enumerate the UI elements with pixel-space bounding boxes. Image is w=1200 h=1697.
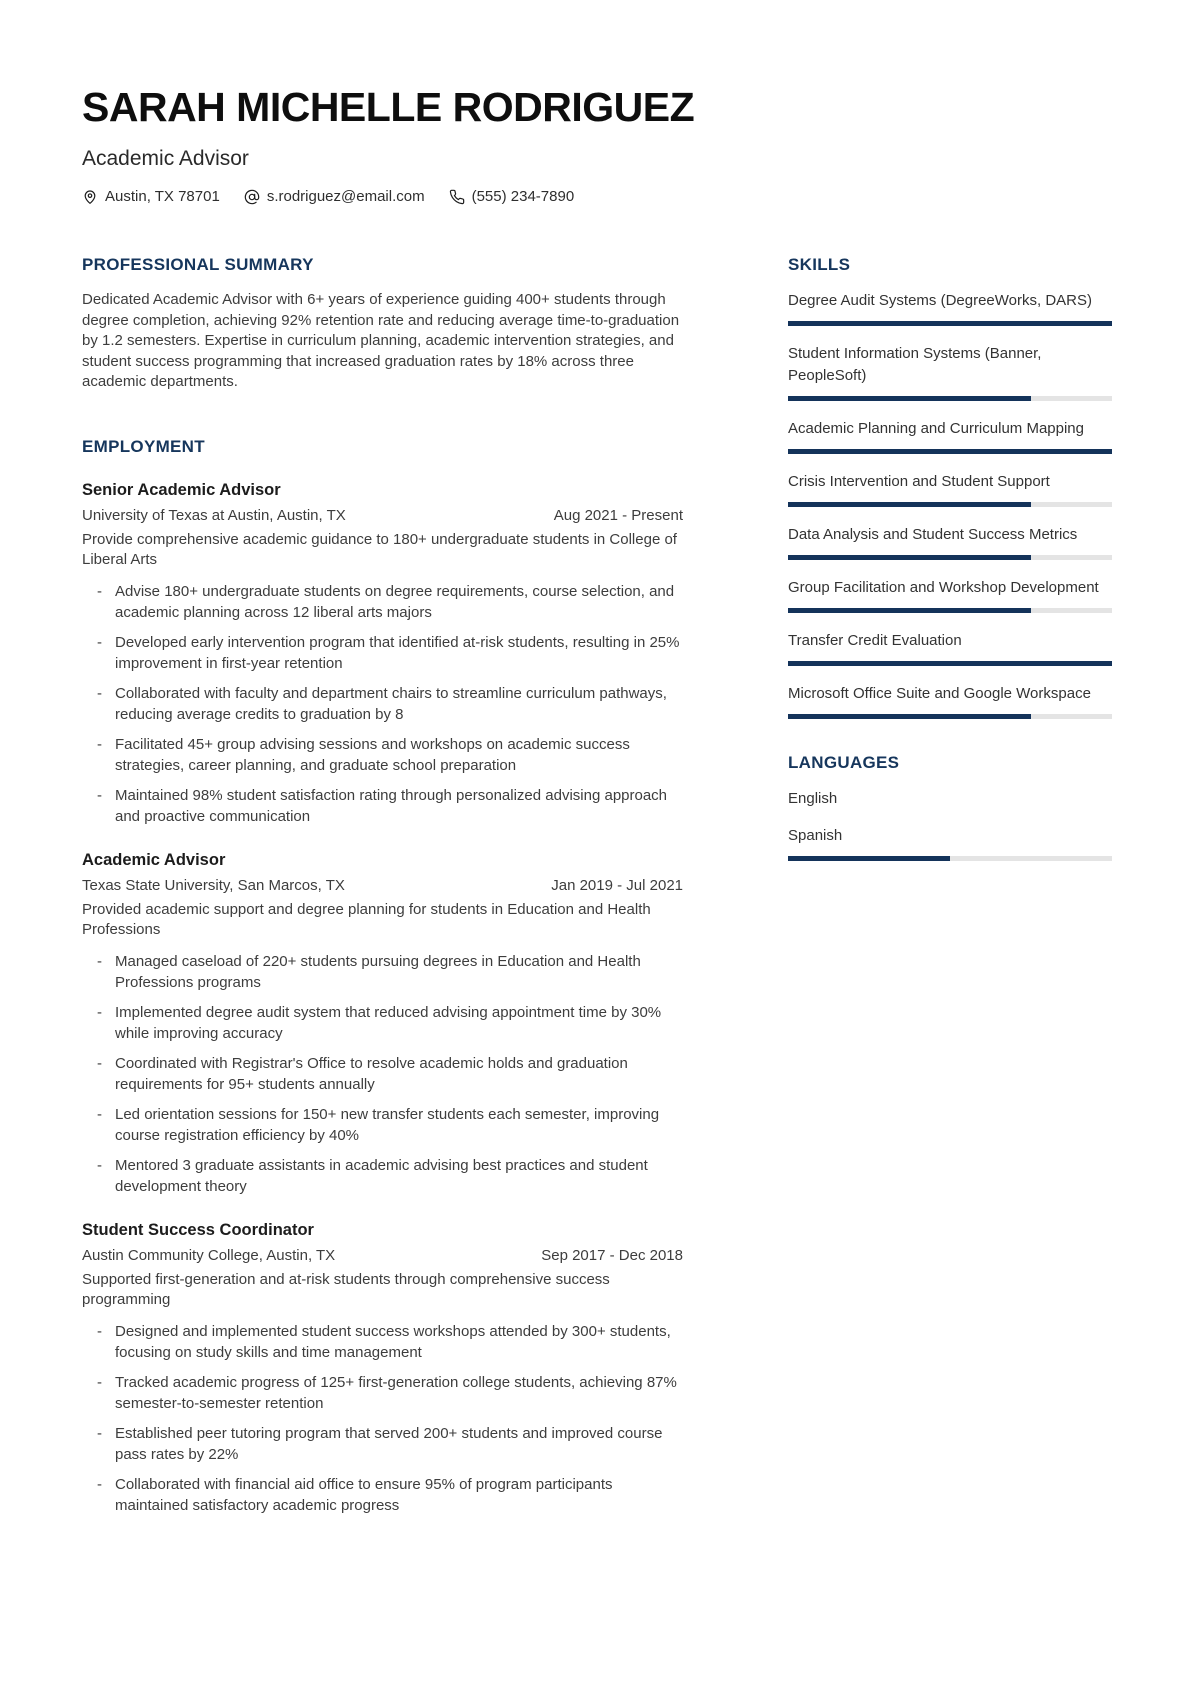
skill-label: Academic Planning and Curriculum Mapping xyxy=(788,420,1084,438)
skill-label: Transfer Credit Evaluation xyxy=(788,632,962,650)
job-entry xyxy=(82,481,683,827)
job-bullet xyxy=(82,1372,683,1414)
skill-item xyxy=(788,577,1112,613)
job-description: Provided academic support and degree planning for students in Education and Health Professions xyxy=(82,900,651,939)
skill-bar-fill xyxy=(788,502,1031,507)
bullet-text: - Mentored 3 graduate assistants in academic advising best practices and student development theory xyxy=(115,1156,648,1195)
sidebar-column xyxy=(788,255,1112,876)
job-description: Provide comprehensive academic guidance to 180+ undergraduate students in College of Liberal Arts xyxy=(82,530,677,569)
bullet-text: - Designed and implemented student success workshops attended by 300+ students, focusing on study skills and time management xyxy=(115,1322,671,1361)
skill-item xyxy=(788,630,1112,666)
skill-label: Crisis Intervention and Student Support xyxy=(788,473,1050,491)
bullet-text: - Collaborated with financial aid office to ensure 95% of program participants maintained satisfactory academic progress xyxy=(115,1475,613,1514)
summary-heading: PROFESSIONAL SUMMARY xyxy=(82,255,314,275)
skill-bar-fill xyxy=(788,555,1031,560)
job-bullets xyxy=(82,581,683,827)
job-bullet xyxy=(82,581,683,623)
skill-bar xyxy=(788,661,1112,666)
skill-bar xyxy=(788,555,1112,560)
job-dates: Aug 2021 - Present xyxy=(553,506,683,524)
job-title: Academic Advisor xyxy=(82,850,226,869)
skill-item xyxy=(788,683,1112,719)
bullet-text: - Developed early intervention program that identified at-risk students, resulting in 25% improvement in first-year retention xyxy=(115,633,680,672)
skill-label: Student Information Systems (Banner, PeopleSoft) xyxy=(788,345,1042,385)
bullet-text: - Tracked academic progress of 125+ first-generation college students, achieving 87% semester-to-semester retention xyxy=(115,1373,677,1412)
skill-bar xyxy=(788,502,1112,507)
summary-section xyxy=(82,255,683,393)
job-description: Supported first-generation and at-risk students through comprehensive success programming xyxy=(82,1270,610,1309)
employment-heading: EMPLOYMENT xyxy=(82,436,205,456)
summary-text: Dedicated Academic Advisor with 6+ years of experience guiding 400+ students through degree completion, achieving 92% retention rate and reducing average time-to-graduation by 1.2 semesters. Expertise in curriculum planning, academic intervention strategies, and student success programming that increased graduation rates by 18% across three academic departments. xyxy=(82,291,680,391)
language-bar xyxy=(788,856,1112,861)
skill-bar xyxy=(788,321,1112,326)
job-bullet xyxy=(82,1474,683,1516)
language-label: English xyxy=(788,790,838,808)
bullet-text: - Managed caseload of 220+ students pursuing degrees in Education and Health Professions programs xyxy=(115,952,641,991)
skill-item xyxy=(788,524,1112,560)
main-column xyxy=(82,255,683,1525)
job-bullet xyxy=(82,1423,683,1465)
resume-header xyxy=(82,86,1112,205)
skill-label: Group Facilitation and Workshop Development xyxy=(788,579,1099,597)
skill-item xyxy=(788,343,1112,401)
skill-item xyxy=(788,290,1112,326)
employment-section xyxy=(82,437,683,1516)
job-bullet xyxy=(82,1155,683,1197)
job-bullet xyxy=(82,734,683,776)
bullet-text: - Implemented degree audit system that reduced advising appointment time by 30% while improving accuracy xyxy=(115,1003,662,1042)
at-sign-icon xyxy=(244,189,260,205)
contact-location xyxy=(82,188,220,205)
skill-label: Data Analysis and Student Success Metrics xyxy=(788,526,1078,544)
skill-bar-fill xyxy=(788,321,1112,326)
job-bullet xyxy=(82,1002,683,1044)
location-pin-icon xyxy=(82,189,98,205)
job-title: Senior Academic Advisor xyxy=(82,480,281,499)
skill-label: Microsoft Office Suite and Google Workspace xyxy=(788,685,1091,703)
person-name: SARAH MICHELLE RODRIGUEZ xyxy=(82,84,695,130)
contact-location-text: Austin, TX 78701 xyxy=(105,188,220,206)
job-dates: Sep 2017 - Dec 2018 xyxy=(541,1246,683,1264)
language-item xyxy=(788,788,1112,810)
contact-phone-text: (555) 234-7890 xyxy=(471,188,575,206)
bullet-text: - Led orientation sessions for 150+ new transfer students each semester, improving course registration efficiency by 40% xyxy=(115,1105,660,1144)
job-bullets xyxy=(82,1321,683,1516)
skill-item xyxy=(788,471,1112,507)
contact-phone xyxy=(449,188,575,205)
job-bullet xyxy=(82,632,683,674)
job-entry xyxy=(82,851,683,1197)
job-company: Austin Community College, Austin, TX xyxy=(82,1246,336,1264)
bullet-text: - Coordinated with Registrar's Office to resolve academic holds and graduation requirements for 95+ students annually xyxy=(115,1054,628,1093)
skill-bar-fill xyxy=(788,661,1112,666)
job-bullet xyxy=(82,683,683,725)
skill-bar-fill xyxy=(788,608,1031,613)
skill-bar xyxy=(788,449,1112,454)
contact-email xyxy=(244,188,425,205)
job-dates: Jan 2019 - Jul 2021 xyxy=(551,876,683,894)
job-bullet xyxy=(82,1321,683,1363)
skills-heading: SKILLS xyxy=(788,255,851,275)
contact-row xyxy=(82,188,1112,205)
person-job-title: Academic Advisor xyxy=(82,147,249,171)
skill-bar xyxy=(788,608,1112,613)
skill-bar-fill xyxy=(788,449,1112,454)
language-bar-fill xyxy=(788,856,950,861)
skills-section xyxy=(788,255,1112,719)
bullet-text: - Facilitated 45+ group advising sessions and workshops on academic success strategies, career planning, and graduate school preparation xyxy=(115,735,630,774)
job-title: Student Success Coordinator xyxy=(82,1220,314,1239)
job-bullet xyxy=(82,785,683,827)
job-entry xyxy=(82,1221,683,1516)
languages-section xyxy=(788,753,1112,861)
skill-bar-fill xyxy=(788,714,1031,719)
skill-bar xyxy=(788,714,1112,719)
job-bullet xyxy=(82,1104,683,1146)
job-bullet xyxy=(82,951,683,993)
skill-label: Degree Audit Systems (DegreeWorks, DARS) xyxy=(788,292,1092,310)
bullet-text: - Collaborated with faculty and department chairs to streamline curriculum pathways, reducing average credits to graduation by 8 xyxy=(115,684,667,723)
job-company: University of Texas at Austin, Austin, TX xyxy=(82,506,346,524)
job-company: Texas State University, San Marcos, TX xyxy=(82,876,345,894)
contact-email-text: s.rodriguez@email.com xyxy=(266,188,425,206)
job-bullets xyxy=(82,951,683,1197)
skill-bar-fill xyxy=(788,396,1031,401)
skill-bar xyxy=(788,396,1112,401)
bullet-text: - Maintained 98% student satisfaction rating through personalized advising approach and proactive communication xyxy=(115,786,668,825)
bullet-text: - Advise 180+ undergraduate students on degree requirements, course selection, and academic planning across 12 liberal arts majors xyxy=(115,582,675,621)
skill-item xyxy=(788,418,1112,454)
language-label: Spanish xyxy=(788,827,843,845)
language-item xyxy=(788,825,1112,861)
job-bullet xyxy=(82,1053,683,1095)
bullet-text: - Established peer tutoring program that served 200+ students and improved course pass rates by 22% xyxy=(115,1424,663,1463)
phone-icon xyxy=(449,189,465,205)
languages-heading: LANGUAGES xyxy=(788,753,900,773)
